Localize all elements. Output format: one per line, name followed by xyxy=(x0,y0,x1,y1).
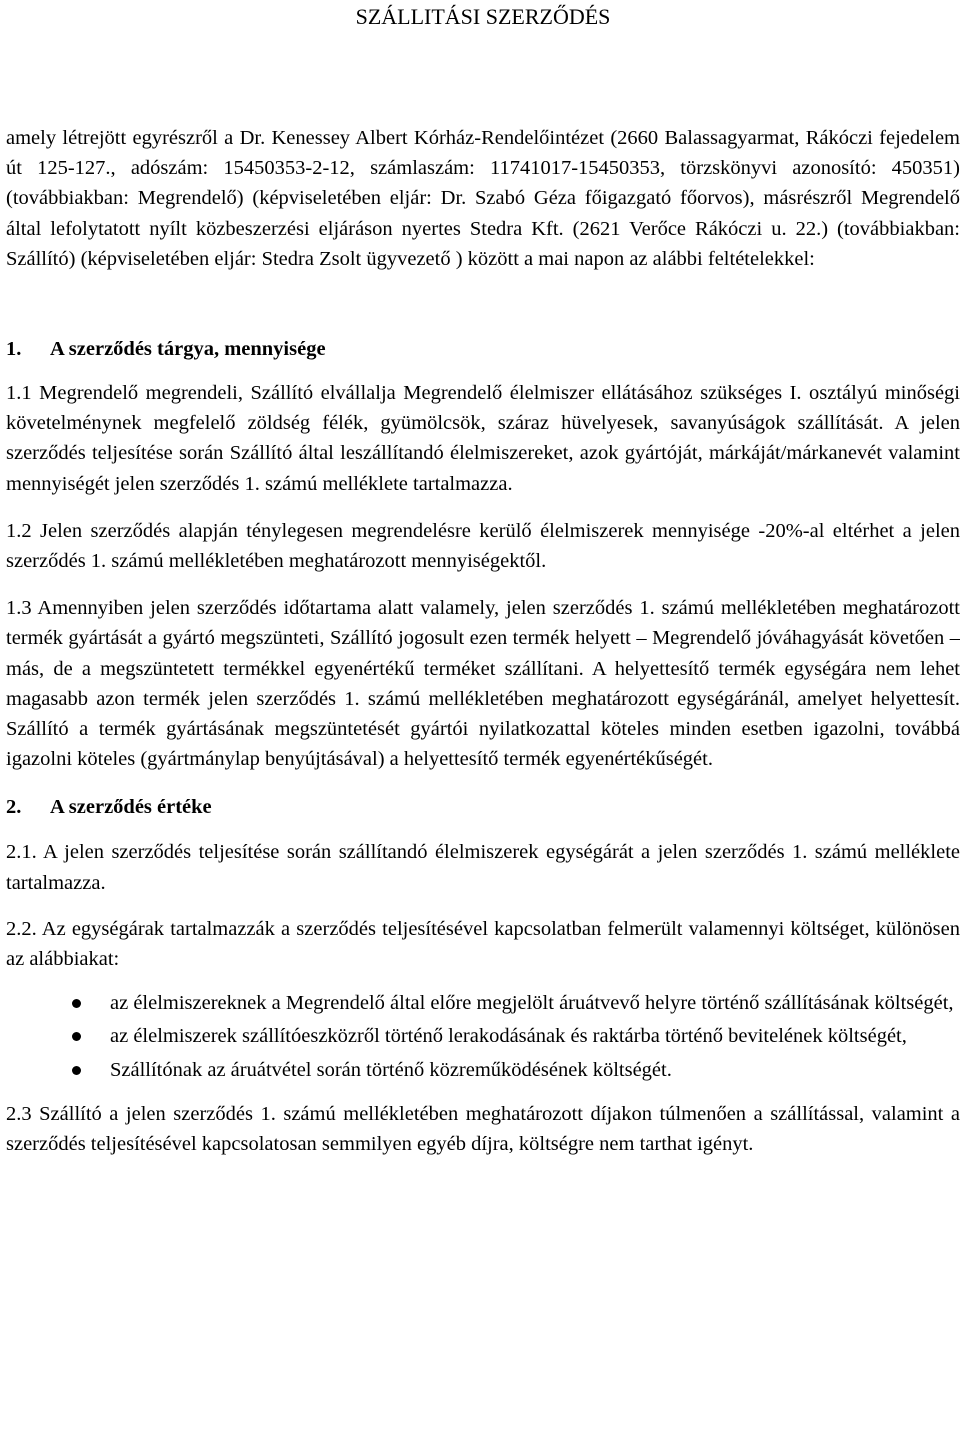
paragraph-2-2: 2.2. Az egységárak tartalmazzák a szerződés teljesítésével kapcsolatban felmerült valamennyi költséget, különösen az alábbiakat: xyxy=(6,917,960,971)
section-2-heading xyxy=(6,792,960,822)
list-item-text: az élelmiszerek szállítóeszközről történő lerakodásának és raktárba történő bevitelének költségét, xyxy=(110,1025,907,1048)
paragraph-1-1: 1.1 Megrendelő megrendeli, Szállító elvállalja Megrendelő élelmiszer ellátásához szükséges I. osztályú minőségi követelménynek megfelelő zöldség félék, gyümölcsök, száraz hüvelyesek, savanyúságok szállítását. A jelen szerződés teljesítése során Szállító által leszállítandó élelmiszereket, azok gyártóját, márkáját/márkanevét valamint mennyiségét jelen szerződés 1. számú melléklete tartalmazza. xyxy=(6,382,960,495)
list-item xyxy=(6,1055,960,1085)
document-page xyxy=(6,0,960,1159)
list-item xyxy=(6,1021,960,1051)
bullet-icon xyxy=(72,1066,81,1075)
section-2-title: A szerződés értéke xyxy=(50,796,212,819)
cost-list xyxy=(6,988,960,1085)
bullet-icon xyxy=(72,999,81,1008)
section-1-heading xyxy=(6,334,960,364)
intro-paragraph: amely létrejött egyrészről a Dr. Kenessey Albert Kórház-Rendelőintézet (2660 Balassagyarmat, Rákóczi fejedelem út 125-127., adószám: 15450353-2-12, számlaszám: 11741017-15450353, törzskönyvi azonosító: 450351) (továbbiakban: Megrendelő) (képviseletében eljár: Dr. Szabó Géza főigazgató főorvos), másrészről Megrendelő által lefolytatott nyílt közbeszerzési eljáráson nyertes Stedra Kft. (2621 Verőce Rákóczi u. 22.) (továbbiakban: Szállító) (képviseletében eljár: Stedra Zsolt ügyvezető ) között a mai napon az alábbi feltételekkel: xyxy=(6,127,960,270)
paragraph-2-3: 2.3 Szállító a jelen szerződés 1. számú mellékletében meghatározott díjakon túlmenően a szállítással, valamint a szerződés teljesítésével kapcsolatosan semmilyen egyéb díjra, költségre nem tarthat igényt. xyxy=(6,1102,960,1156)
bullet-icon xyxy=(72,1032,81,1041)
list-item-text: az élelmiszereknek a Megrendelő által előre megjelölt áruátvevő helyre történő szállításának költségét, xyxy=(110,992,954,1015)
paragraph-1-2: 1.2 Jelen szerződés alapján ténylegesen megrendelésre kerülő élelmiszerek mennyisége -20%-al eltérhet a jelen szerződés 1. számú mellékletében meghatározott mennyiségektől. xyxy=(6,519,960,573)
list-item-text: Szállítónak az áruátvétel során történő közreműködésének költségét. xyxy=(110,1058,672,1081)
section-1-title: A szerződés tárgya, mennyisége xyxy=(50,338,326,361)
list-item xyxy=(6,988,960,1018)
paragraph-1-3: 1.3 Amennyiben jelen szerződés időtartama alatt valamely, jelen szerződés 1. számú mellékletében meghatározott termék gyártását a gyártó megszünteti, Szállító jogosult ezen termék helyett – Megrendelő jóváhagyását követően – más, de a megszüntetett termékkel egyenértékű terméket szállítani. A helyettesítő termék egységára nem lehet magasabb azon termék jelen szerződés 1. számú mellékletében meghatározott egységáránál, amelyet helyettesít. Szállító a termék gyártásának megszüntetését gyártói nyilatkozattal köteles minden esetben igazolni, továbbá igazolni köteles (gyártmánylap benyújtásával) a helyettesítő termék egyenértékűségét. xyxy=(6,597,960,771)
paragraph-2-1: 2.1. A jelen szerződés teljesítése során szállítandó élelmiszerek egységárát a jelen szerződés 1. számú melléklete tartalmazza. xyxy=(6,841,960,894)
section-2-number: 2. xyxy=(6,796,22,819)
document-title: SZÁLLITÁSI SZERZŐDÉS xyxy=(355,4,611,29)
section-1-number: 1. xyxy=(6,338,22,361)
